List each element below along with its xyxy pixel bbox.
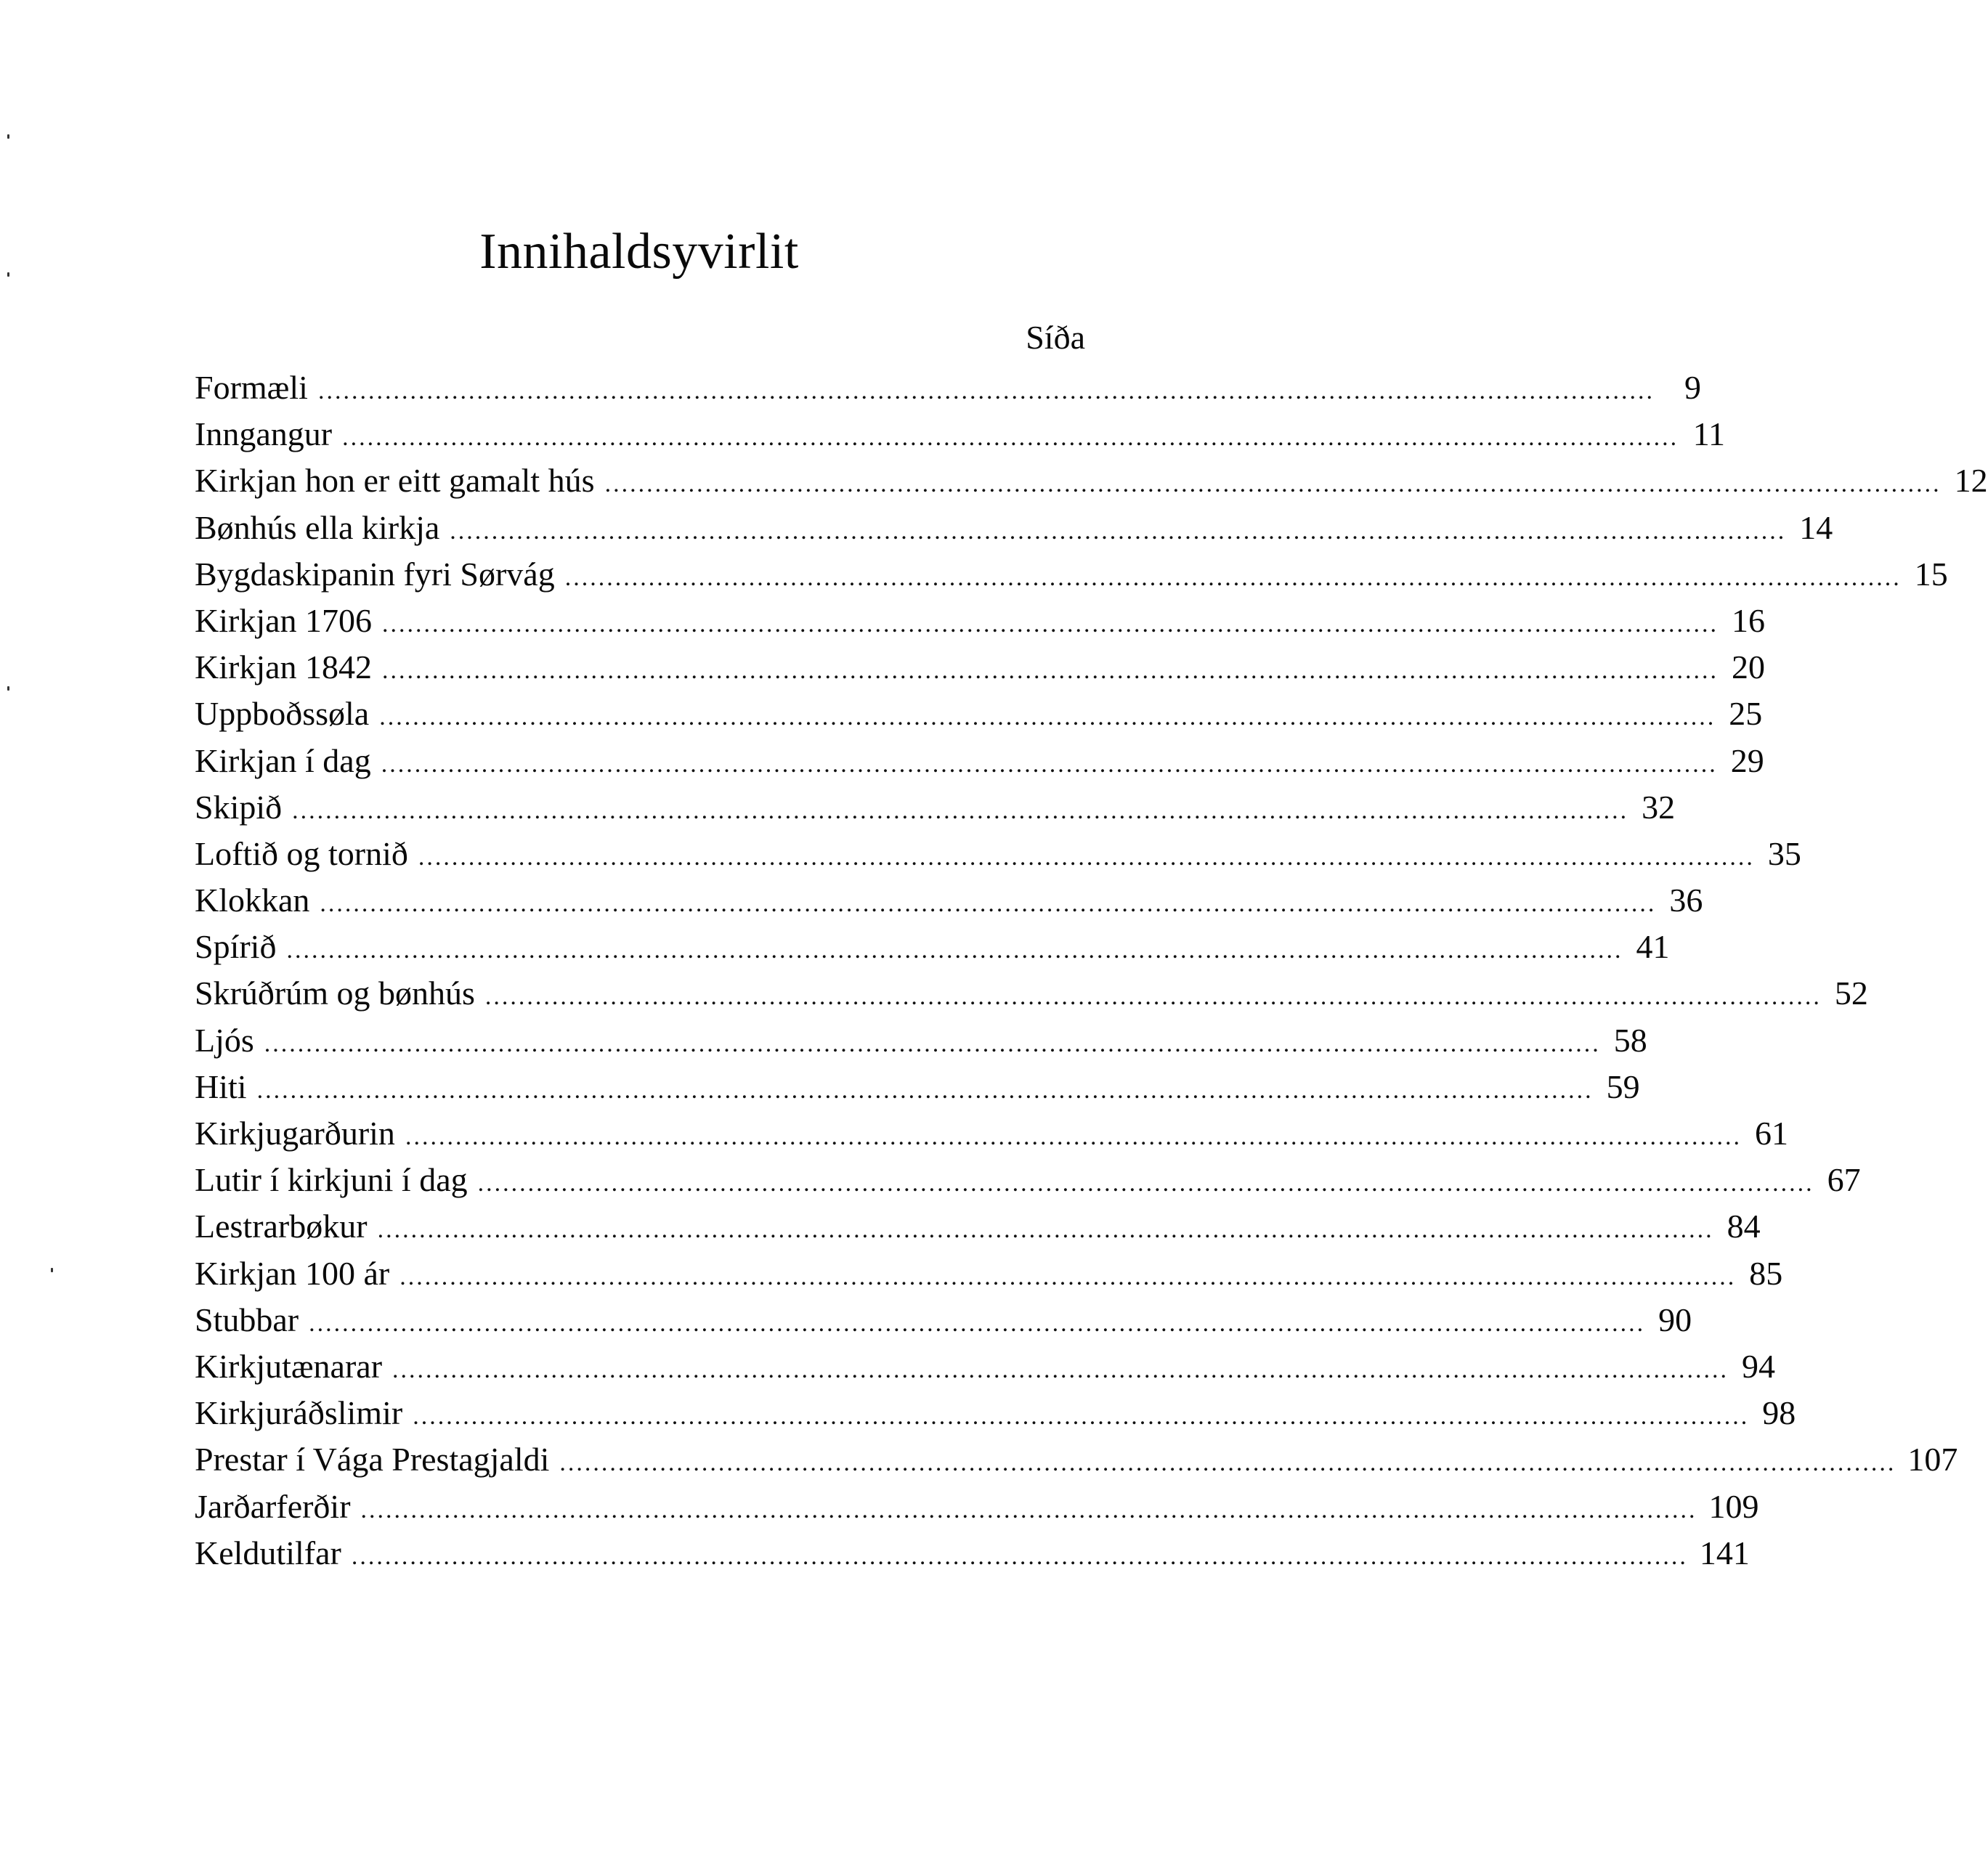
toc-leader-dots: ................................................................................................................................................................ (399, 1263, 1737, 1290)
toc-entry-page: 141 (1699, 1534, 1750, 1571)
toc-entry-label: Stubbar (195, 1301, 299, 1338)
toc-entry-page: 9 (1684, 369, 1701, 406)
page-title: Innihaldsyvirlit (479, 223, 799, 280)
toc-entry-label: Skrúðrúm og bønhús (195, 975, 475, 1012)
toc-entry-label: Ljós (195, 1021, 254, 1059)
toc-leader-dots: ................................................................................................................................................................ (381, 750, 1718, 778)
toc-leader-dots: ................................................................................................................................................................ (564, 564, 1902, 591)
toc-leader-dots: ................................................................................................................................................................ (405, 1123, 1742, 1150)
toc-entry (195, 970, 1868, 1017)
toc-leader-dots: ................................................................................................................................................................ (309, 1309, 1646, 1337)
toc-entry (195, 1157, 1861, 1203)
toc-entry-label: Lutir í kirkjuni í dag (195, 1161, 468, 1199)
toc-leader-dots: ................................................................................................................................................................ (317, 378, 1655, 404)
toc-entry-page: 59 (1606, 1067, 1640, 1105)
toc-entry-page: 98 (1762, 1394, 1796, 1432)
toc-entry-label: Inngangur (195, 415, 333, 453)
toc-leader-dots: ................................................................................................................................................................ (604, 471, 1942, 498)
toc-entry (195, 551, 1948, 598)
toc-leader-dots: ................................................................................................................................................................ (256, 1076, 1594, 1104)
toc-entry (195, 505, 1833, 551)
toc-entry-page: 90 (1658, 1301, 1692, 1338)
toc-entry-page: 67 (1827, 1161, 1861, 1199)
toc-entry (195, 411, 1726, 457)
toc-entry-label: Kirkjan 1842 (195, 648, 373, 686)
toc-entry (195, 924, 1670, 970)
toc-entry-page: 52 (1834, 975, 1868, 1012)
toc-entry-page: 109 (1708, 1487, 1759, 1525)
toc-leader-dots: ................................................................................................................................................................ (264, 1030, 1601, 1057)
table-of-contents (195, 365, 1988, 1577)
toc-leader-dots: ................................................................................................................................................................ (559, 1449, 1896, 1477)
toc-entry-page: 61 (1754, 1115, 1788, 1152)
toc-entry (195, 877, 1703, 924)
toc-entry (195, 1390, 1796, 1436)
toc-entry (195, 1530, 1750, 1577)
toc-entry-label: Formæli (195, 369, 308, 406)
toc-entry-page: 25 (1729, 695, 1763, 733)
toc-entry-page: 36 (1669, 882, 1703, 919)
toc-entry-label: Kirkjugarðurin (195, 1115, 395, 1152)
toc-entry (195, 1064, 1640, 1110)
toc-entry-page: 29 (1730, 741, 1764, 779)
toc-entry-label: Klokkan (195, 882, 310, 919)
toc-entry-label: Kirkjan í dag (195, 741, 371, 779)
toc-leader-dots: ................................................................................................................................................................ (292, 797, 1629, 824)
toc-entry-label: Loftið og tornið (195, 834, 408, 872)
toc-entry (195, 644, 1766, 691)
toc-entry-label: Lestrarbøkur (195, 1208, 368, 1245)
toc-leader-dots: ................................................................................................................................................................ (477, 1170, 1814, 1197)
toc-leader-dots: ................................................................................................................................................................ (418, 843, 1755, 871)
toc-entry-page: 94 (1742, 1347, 1776, 1385)
toc-entry (195, 831, 1801, 877)
toc-entry (195, 691, 1763, 737)
toc-entry-page: 15 (1914, 555, 1948, 593)
toc-leader-dots: ................................................................................................................................................................ (286, 937, 1623, 964)
toc-leader-dots: ................................................................................................................................................................ (320, 890, 1657, 918)
scan-speck (7, 134, 9, 139)
toc-entry (195, 365, 1701, 411)
toc-leader-dots: ................................................................................................................................................................ (342, 424, 1679, 452)
toc-entry-page: 35 (1767, 834, 1801, 872)
toc-entry-page: 32 (1642, 788, 1676, 826)
toc-leader-dots: ................................................................................................................................................................ (413, 1403, 1750, 1431)
toc-entry (195, 1297, 1692, 1343)
toc-entry-label: Kirkjuráðslimir (195, 1394, 403, 1432)
toc-leader-dots: ................................................................................................................................................................ (379, 704, 1716, 731)
toc-leader-dots: ................................................................................................................................................................ (382, 657, 1719, 685)
toc-entry-page: 12 (1954, 462, 1988, 500)
toc-entry-label: Spírið (195, 928, 277, 966)
toc-entry (195, 1436, 1958, 1483)
toc-entry-page: 14 (1799, 508, 1833, 546)
toc-entry-page: 58 (1613, 1021, 1647, 1059)
toc-entry-label: Kirkjan 1706 (195, 601, 373, 639)
toc-entry (195, 1017, 1647, 1064)
toc-entry (195, 598, 1766, 644)
toc-entry (195, 1250, 1783, 1297)
toc-leader-dots: ................................................................................................................................................................ (450, 517, 1787, 545)
toc-entry-label: Kirkjan hon er eitt gamalt hús (195, 462, 595, 500)
toc-entry (195, 738, 1764, 784)
toc-entry-page: 85 (1749, 1254, 1783, 1292)
toc-leader-dots: ................................................................................................................................................................ (382, 610, 1719, 638)
toc-leader-dots: ................................................................................................................................................................ (360, 1496, 1697, 1524)
scan-speck (7, 272, 9, 277)
toc-entry-page: 107 (1907, 1441, 1958, 1478)
toc-entry (195, 1484, 1759, 1530)
toc-entry-label: Skipið (195, 788, 283, 826)
toc-entry-label: Kirkjan 100 ár (195, 1254, 390, 1292)
scan-speck (51, 1268, 53, 1272)
toc-entry-page: 20 (1732, 648, 1766, 686)
toc-entry-label: Hiti (195, 1067, 247, 1105)
toc-entry (195, 1110, 1788, 1157)
toc-entry-label: Jarðarferðir (195, 1487, 351, 1525)
toc-leader-dots: ................................................................................................................................................................ (392, 1356, 1729, 1383)
toc-entry (195, 1343, 1776, 1390)
toc-entry (195, 784, 1676, 831)
toc-entry-label: Uppboðssøla (195, 695, 370, 733)
toc-entry-label: Prestar í Vága Prestagjaldi (195, 1441, 550, 1478)
toc-entry (195, 1203, 1761, 1250)
toc-entry-label: Kirkjutænarar (195, 1347, 383, 1385)
toc-entry-label: Keldutilfar (195, 1534, 341, 1571)
toc-entry-page: 84 (1727, 1208, 1761, 1245)
toc-leader-dots: ................................................................................................................................................................ (484, 983, 1822, 1011)
toc-entry-page: 41 (1636, 928, 1670, 966)
toc-entry (195, 457, 1988, 504)
toc-entry-page: 11 (1692, 415, 1726, 453)
toc-leader-dots: ................................................................................................................................................................ (351, 1542, 1688, 1570)
page-column-header: Síða (1026, 319, 1085, 356)
toc-entry-label: Bønhús ella kirkja (195, 508, 440, 546)
toc-entry-page: 16 (1732, 601, 1766, 639)
toc-entry-label: Bygdaskipanin fyri Sørvág (195, 555, 555, 593)
scan-speck (7, 686, 9, 691)
toc-leader-dots: ................................................................................................................................................................ (377, 1216, 1714, 1244)
